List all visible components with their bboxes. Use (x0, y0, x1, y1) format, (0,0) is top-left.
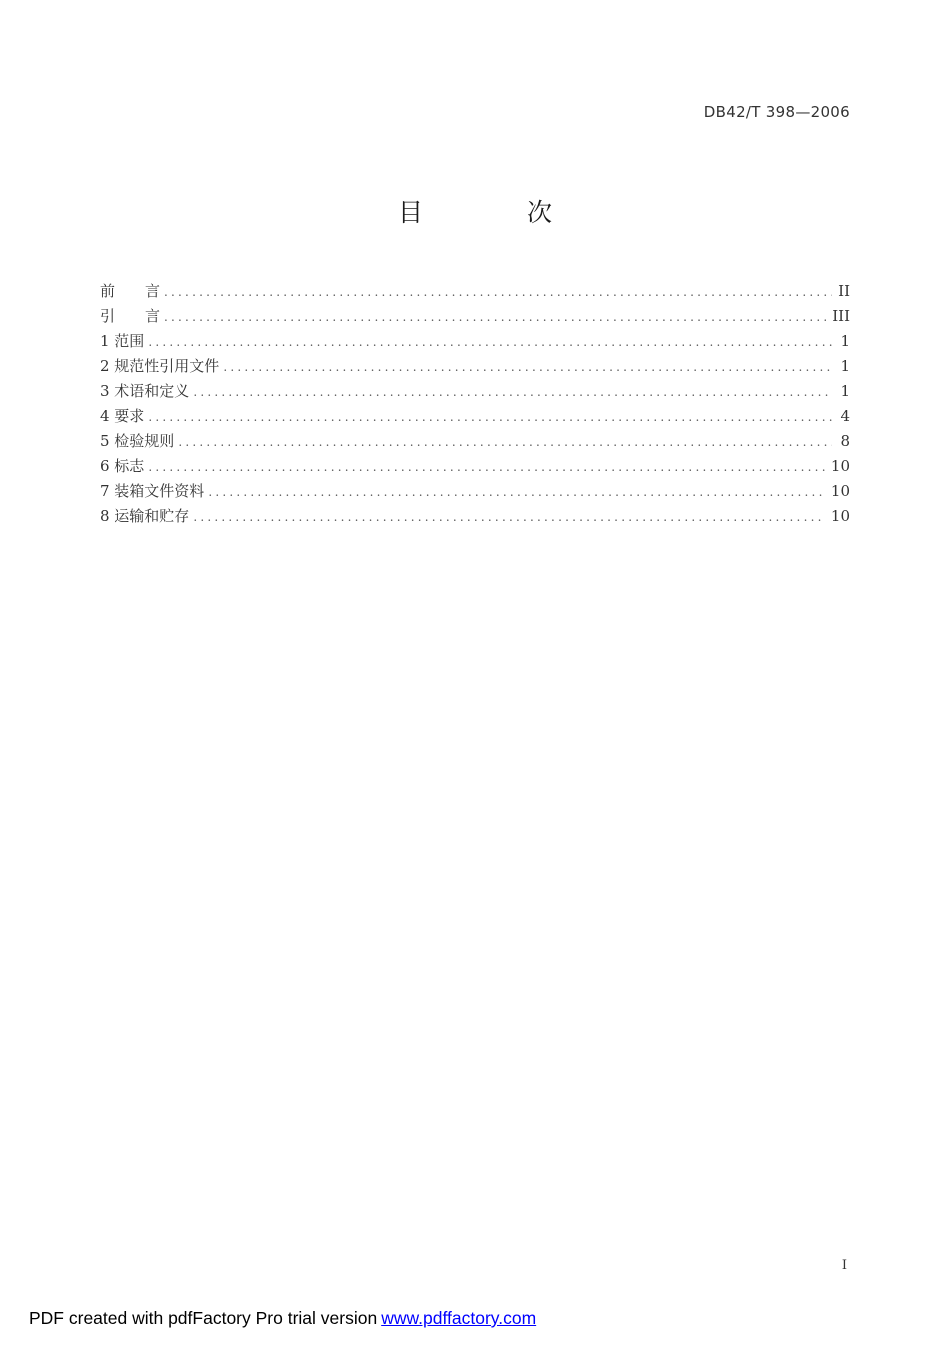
toc-entry-packing-documents[interactable] (100, 480, 850, 505)
toc-entry-requirements[interactable] (100, 405, 850, 430)
toc-entry-transport-storage[interactable] (100, 505, 850, 530)
toc-entry-page: 10 (830, 482, 850, 500)
toc-entry-label: 2 规范性引用文件 (100, 357, 220, 375)
toc-leader-dots (148, 410, 832, 424)
table-of-contents (100, 280, 850, 530)
toc-entry-label: 5 检验规则 (100, 432, 175, 450)
toc-entry-label: 7 装箱文件资料 (100, 482, 205, 500)
toc-entry-page: 1 (840, 357, 850, 375)
toc-entry-label: 6 标志 (100, 457, 145, 475)
toc-entry-introduction[interactable] (100, 305, 850, 330)
toc-entry-page: 1 (840, 382, 850, 400)
toc-entry-terms-definitions[interactable] (100, 380, 850, 405)
toc-entry-page: 8 (840, 432, 850, 450)
toc-entry-page: III (832, 307, 850, 325)
pdffactory-link[interactable]: www.pdffactory.com (381, 1308, 537, 1328)
toc-entry-page: 1 (840, 332, 850, 350)
toc-entry-label: 1 范围 (100, 332, 145, 350)
toc-leader-dots (193, 510, 825, 524)
toc-entry-page: 4 (840, 407, 850, 425)
toc-leader-dots (178, 435, 832, 449)
toc-entry-label: 前 言 (100, 282, 161, 300)
toc-entry-foreword[interactable] (100, 280, 850, 305)
toc-entry-label: 引 言 (100, 307, 161, 325)
toc-entry-inspection-rules[interactable] (100, 430, 850, 455)
toc-title: 目 次 (398, 198, 600, 227)
standard-code: DB42/T 398—2006 (703, 103, 850, 121)
toc-entry-marking[interactable] (100, 455, 850, 480)
toc-entry-page: 10 (830, 507, 850, 525)
pdf-watermark-footer (29, 1308, 536, 1329)
toc-entry-label: 8 运输和贮存 (100, 507, 190, 525)
toc-entry-scope[interactable] (100, 330, 850, 355)
toc-entry-page: 10 (830, 457, 850, 475)
toc-leader-dots (193, 385, 832, 399)
page-number: I (841, 1258, 847, 1273)
toc-leader-dots (208, 485, 825, 499)
toc-entry-normative-references[interactable] (100, 355, 850, 380)
toc-leader-dots (148, 460, 825, 474)
toc-leader-dots (148, 335, 832, 349)
toc-entry-label: 3 术语和定义 (100, 382, 190, 400)
toc-entry-page: II (838, 282, 850, 300)
footer-text: PDF created with pdfFactory Pro trial version (29, 1308, 378, 1328)
toc-leader-dots (223, 360, 832, 374)
toc-leader-dots (164, 310, 826, 324)
toc-entry-label: 4 要求 (100, 407, 145, 425)
toc-leader-dots (164, 285, 832, 299)
